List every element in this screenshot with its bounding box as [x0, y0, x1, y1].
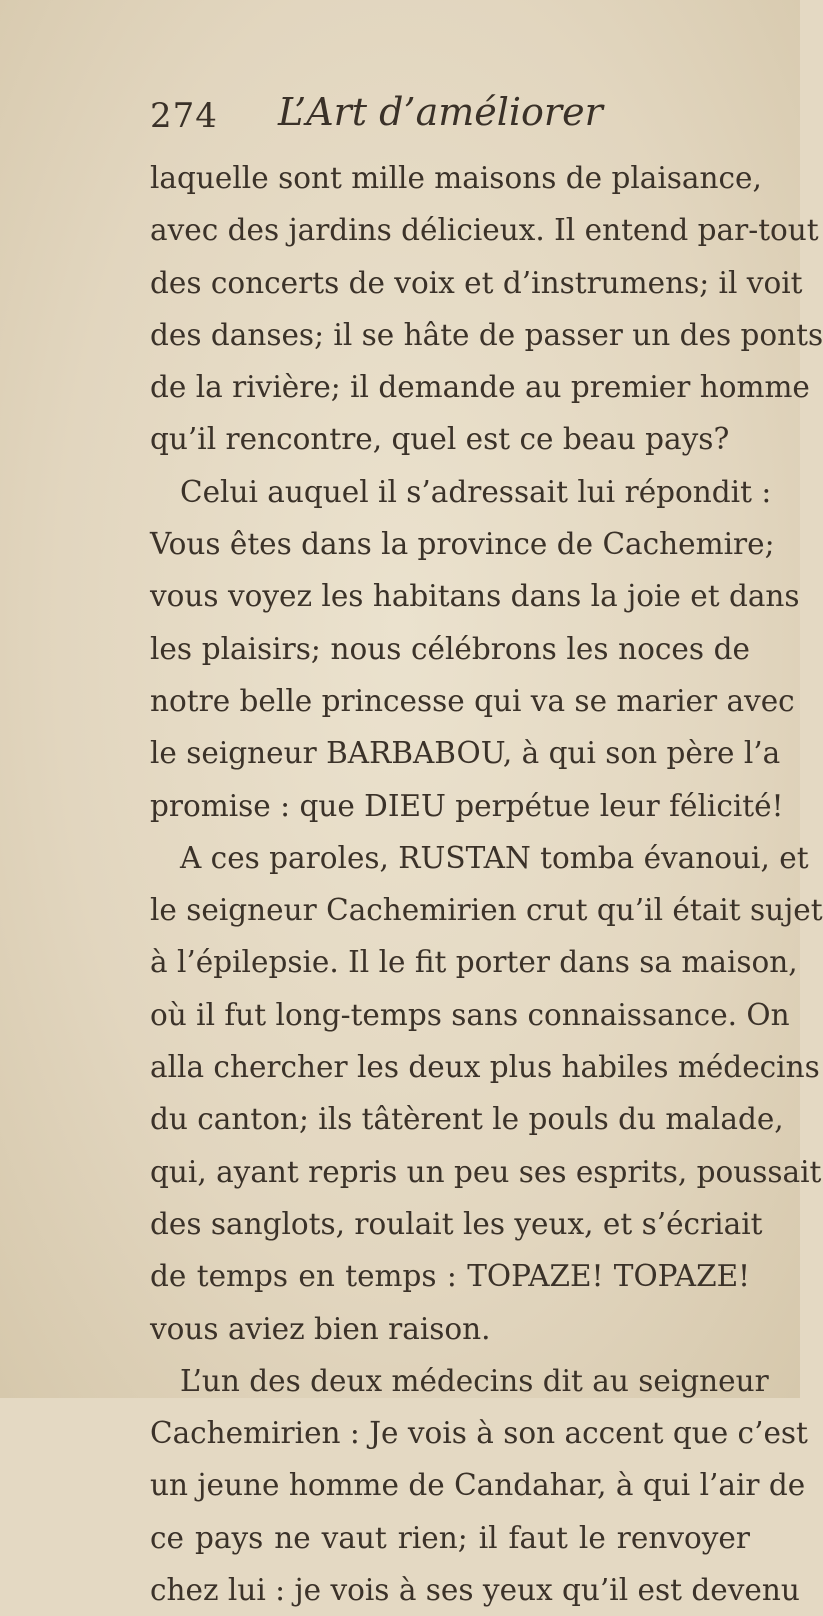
- text-line: à l’épilepsie. Il le fit porter dans sa maison,: [150, 945, 798, 980]
- text-line: des danses; il se hâte de passer un des ponts: [150, 317, 823, 352]
- text-line: Celui auquel il s’adressait lui répondit :: [180, 474, 772, 509]
- text-line: des concerts de voix et d’instrumens; il voit: [150, 265, 803, 300]
- text-line: qu’il rencontre, quel est ce beau pays?: [150, 422, 730, 457]
- text-line: qui, ayant repris un peu ses esprits, poussait: [150, 1154, 822, 1189]
- text-line: alla chercher les deux plus habiles médecins: [150, 1050, 820, 1085]
- text-line: où il fut long-temps sans connaissance. On: [150, 997, 790, 1032]
- text-line: de la rivière; il demande au premier homme: [150, 370, 810, 405]
- text-line: chez lui : je vois à ses yeux qu’il est devenu: [150, 1573, 800, 1608]
- text-line: laquelle sont mille maisons de plaisance,: [150, 161, 762, 195]
- text-line: Vous êtes dans la province de Cachemire;: [150, 527, 775, 562]
- text-line: le seigneur Cachemirien crut qu’il était sujet: [150, 893, 823, 928]
- page-number: 274: [150, 96, 218, 136]
- page-header: [150, 90, 710, 146]
- text-line: vous aviez bien raison.: [150, 1311, 491, 1346]
- text-line: le seigneur BARBABOU, à qui son père l’a: [150, 736, 781, 771]
- running-title: L’Art d’améliorer: [278, 90, 603, 134]
- text-line: L’un des deux médecins dit au seigneur: [180, 1363, 769, 1398]
- body-text: [150, 152, 823, 1616]
- text-line: Cachemirien : Je vois à son accent que c’est: [150, 1416, 808, 1451]
- text-line: notre belle princesse qui va se marier avec: [150, 683, 795, 718]
- text-line: avec des jardins délicieux. Il entend par-tout: [150, 213, 819, 248]
- text-line: ce pays ne vaut rien; il faut le renvoyer: [150, 1520, 750, 1555]
- text-line: du canton; ils tâtèrent le pouls du malade,: [150, 1102, 784, 1137]
- text-line: de temps en temps : TOPAZE! TOPAZE!: [150, 1259, 750, 1294]
- text-line: promise : que DIEU perpétue leur félicité!: [150, 788, 784, 823]
- text-line: A ces paroles, RUSTAN tomba évanoui, et: [180, 840, 809, 875]
- text-line: un jeune homme de Candahar, à qui l’air de: [150, 1468, 806, 1503]
- text-line: les plaisirs; nous célébrons les noces de: [150, 631, 750, 666]
- text-line: vous voyez les habitans dans la joie et dans: [150, 579, 800, 614]
- text-line: des sanglots, roulait les yeux, et s’écriait: [150, 1206, 763, 1241]
